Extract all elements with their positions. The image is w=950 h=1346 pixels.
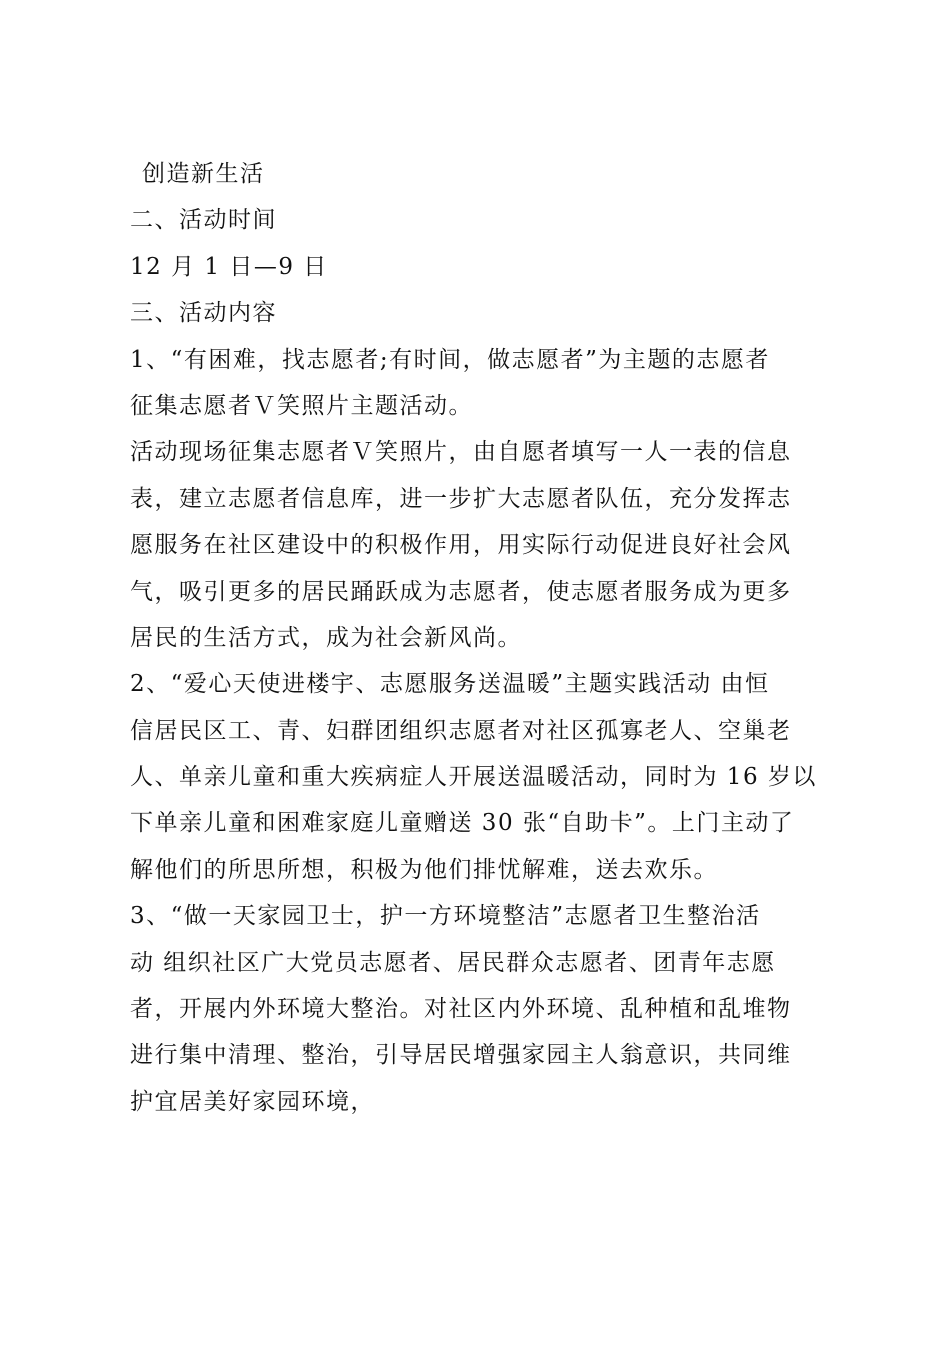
text-line: 动 组织社区广大党员志愿者、居民群众志愿者、团青年志愿	[130, 949, 776, 976]
text-line: 进行集中清理、整治，引导居民增强家园主人翁意识，共同维	[130, 1042, 792, 1069]
document-body	[130, 151, 830, 1125]
text-line: 表，建立志愿者信息库，进一步扩大志愿者队伍，充分发挥志	[130, 485, 792, 512]
section-heading-content: 三、活动内容	[130, 300, 277, 327]
text-line: 创造新生活	[142, 161, 265, 187]
text-line: 征集志愿者Ｖ笑照片主题活动。	[130, 392, 473, 419]
text-line: 信居民区工、青、妇群团组织志愿者对社区孤寡老人、空巢老	[130, 717, 792, 744]
text-line: 3、“做一天家园卫士，护一方环境整洁”志愿者卫生整治活	[130, 903, 761, 930]
text-line: 2、“爱心天使进楼宇、志愿服务送温暖”主题实践活动 由恒	[130, 671, 770, 698]
section-heading-time: 二、活动时间	[130, 207, 277, 234]
text-line: 者，开展内外环境大整治。对社区内外环境、乱种植和乱堆物	[130, 996, 792, 1023]
text-line: 1、“有困难，找志愿者;有时间，做志愿者”为主题的志愿者	[130, 346, 770, 373]
text-line: 居民的生活方式，成为社会新风尚。	[130, 624, 522, 651]
text-line: 愿服务在社区建设中的积极作用，用实际行动促进良好社会风	[130, 532, 792, 559]
text-line: 下单亲儿童和困难家庭儿童赠送 30 张“自助卡”。上门主动了	[130, 810, 795, 837]
text-line: 人、单亲儿童和重大疾病症人开展送温暖活动，同时为 16 岁以	[130, 764, 817, 791]
text-line: 12 月 1 日—9 日	[130, 253, 328, 280]
text-line: 解他们的所思所想，积极为他们排忧解难，送去欢乐。	[130, 856, 718, 883]
text-line: 护宜居美好家园环境，	[130, 1088, 375, 1115]
text-line: 气，吸引更多的居民踊跃成为志愿者，使志愿者服务成为更多	[130, 578, 792, 605]
text-line: 活动现场征集志愿者Ｖ笑照片，由自愿者填写一人一表的信息	[130, 439, 792, 466]
